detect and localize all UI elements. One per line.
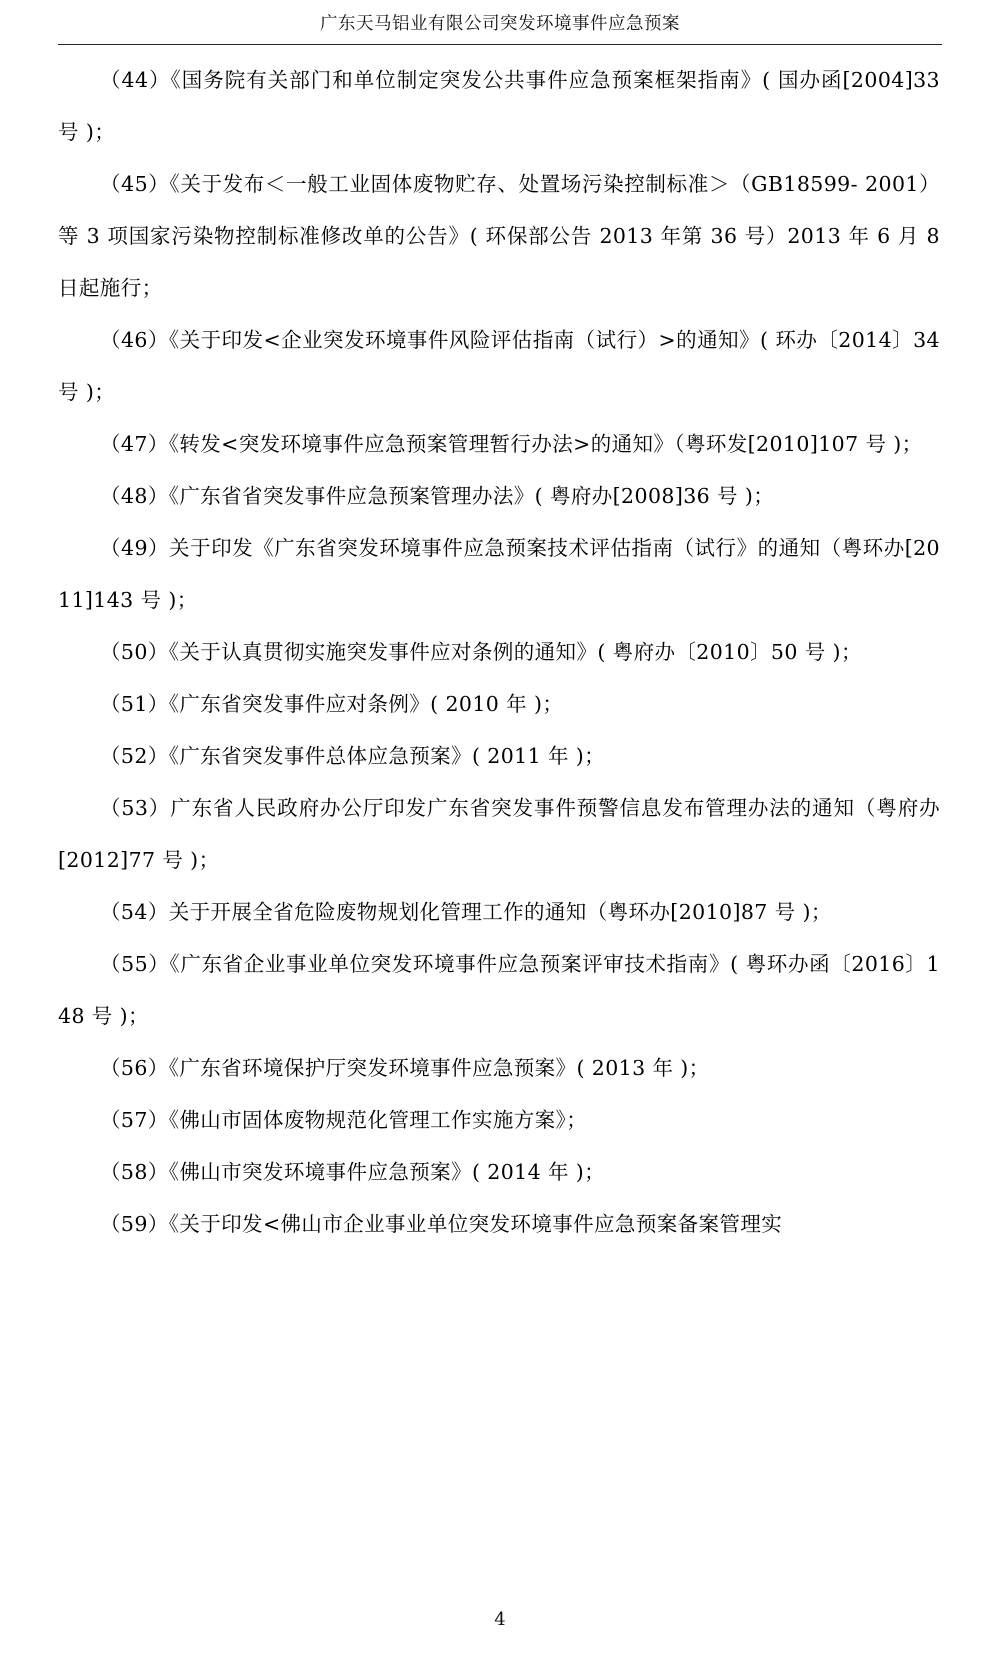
paragraph: （52）《广东省突发事件总体应急预案》( 2011 年 )； [100, 744, 606, 768]
page-header [0, 0, 1000, 45]
paragraph: （56）《广东省环境保护厅突发环境事件应急预案》( 2013 年 )； [100, 1056, 710, 1080]
paragraph: （50）《关于认真贯彻实施突发事件应对条例的通知》( 粤府办〔2010〕50 号 )； [100, 640, 862, 664]
paragraph: （53）广东省人民政府办公厅印发广东省突发事件预警信息发布管理办法的通知（粤府办[2012]77 号 )； [58, 796, 940, 872]
paragraph: （49）关于印发《广东省突发环境事件应急预案技术评估指南（试行》的通知（粤环办[2011]143 号 )； [58, 536, 940, 612]
paragraph: （46）《关于印发<企业突发环境事件风险评估指南（试行）>的通知》( 环办〔2014〕34 号 )； [58, 328, 940, 404]
header-title: 广东天马铝业有限公司突发环境事件应急预案 [320, 14, 680, 34]
paragraph: （59）《关于印发<佛山市企业事业单位突发环境事件应急预案备案管理实 [100, 1212, 783, 1236]
page-footer [0, 1609, 1000, 1630]
header-divider [58, 44, 942, 45]
paragraph: （51）《广东省突发事件应对条例》( 2010 年 )； [100, 692, 564, 716]
paragraph: （54）关于开展全省危险废物规划化管理工作的通知（粤环办[2010]87 号 )； [100, 900, 832, 924]
paragraph: （47）《转发<突发环境事件应急预案管理暂行办法>的通知》（粤环发[2010]107 号 )； [100, 432, 923, 456]
paragraph: （45）《关于发布＜一般工业固体废物贮存、处置场污染控制标准＞（GB18599- 2001）等 3 项国家污染物控制标准修改单的公告》( 环保部公告 2013 年第 36 号）2013 年 6 月 8 日起施行； [58, 172, 940, 300]
paragraph: （58）《佛山市突发环境事件应急预案》( 2014 年 )； [100, 1160, 606, 1184]
document-body [0, 54, 1000, 1250]
paragraph: （57）《佛山市固体废物规范化管理工作实施方案》； [100, 1108, 588, 1132]
paragraph: （48）《广东省省突发事件应急预案管理办法》( 粤府办[2008]36 号 )； [100, 484, 775, 508]
paragraph: （44）《国务院有关部门和单位制定突发公共事件应急预案框架指南》( 国办函[2004]33 号 )； [58, 68, 940, 144]
paragraph: （55）《广东省企业事业单位突发环境事件应急预案评审技术指南》( 粤环办函〔2016〕148 号 )； [58, 952, 940, 1028]
page-number: 4 [494, 1609, 506, 1630]
